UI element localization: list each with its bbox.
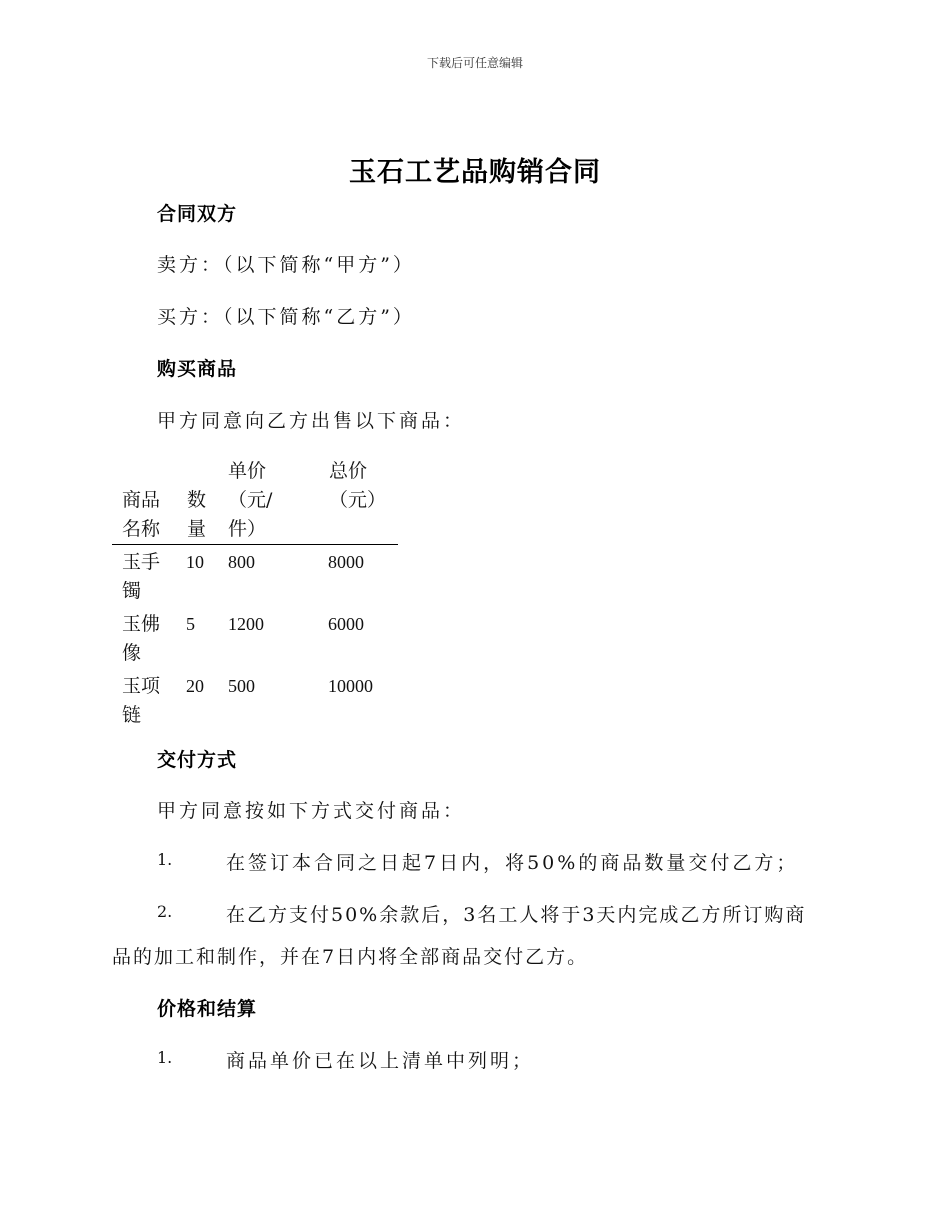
delivery-item-number: 2. bbox=[157, 902, 173, 921]
table-header-cell: 数量 bbox=[187, 489, 207, 540]
table-header-cell: 总价（元） bbox=[329, 460, 387, 511]
delivery-item-text-continued: 品的加工和制作，并在7日内将全部商品交付乙方。 bbox=[112, 946, 589, 968]
table-cell: 500 bbox=[228, 676, 255, 696]
table-cell: 玉项链 bbox=[122, 675, 161, 726]
page-header-note: 下载后可任意编辑 bbox=[426, 56, 523, 70]
delivery-item-text: 在签订本合同之日起7日内，将50%的商品数量交付乙方； bbox=[226, 852, 799, 874]
section-heading-pricing: 价格和结算 bbox=[157, 998, 258, 1020]
table-cell: 5 bbox=[186, 614, 195, 634]
table-header-rule bbox=[112, 544, 398, 545]
section-heading-parties: 合同双方 bbox=[157, 203, 238, 225]
table-cell: 10000 bbox=[328, 676, 373, 696]
document-title: 玉石工艺品购销合同 bbox=[349, 157, 601, 188]
pricing-item-number: 1. bbox=[157, 1048, 173, 1067]
delivery-item-text: 在乙方支付50%余款后，3名工人将于3天内完成乙方所订购商 bbox=[226, 904, 807, 926]
table-cell: 10 bbox=[186, 552, 204, 572]
table-header-cell: 商品名称 bbox=[122, 489, 161, 540]
seller-line: 卖方：（以下简称“甲方”） bbox=[157, 254, 415, 276]
table-cell: 1200 bbox=[228, 614, 264, 634]
delivery-intro: 甲方同意按如下方式交付商品： bbox=[157, 800, 466, 822]
table-cell: 20 bbox=[186, 676, 204, 696]
table-cell: 玉手镯 bbox=[122, 551, 161, 602]
section-heading-delivery: 交付方式 bbox=[157, 749, 238, 771]
delivery-item-number: 1. bbox=[157, 850, 173, 869]
section-heading-goods: 购买商品 bbox=[157, 358, 238, 380]
table-cell: 玉佛像 bbox=[122, 613, 161, 664]
goods-intro: 甲方同意向乙方出售以下商品： bbox=[157, 410, 466, 432]
table-header-cell: 单价（元/件） bbox=[228, 460, 273, 540]
buyer-line: 买方：（以下简称“乙方”） bbox=[157, 306, 415, 328]
table-cell: 6000 bbox=[328, 614, 364, 634]
table-cell: 8000 bbox=[328, 552, 364, 572]
table-cell: 800 bbox=[228, 552, 255, 572]
pricing-item-text: 商品单价已在以上清单中列明； bbox=[226, 1050, 535, 1072]
